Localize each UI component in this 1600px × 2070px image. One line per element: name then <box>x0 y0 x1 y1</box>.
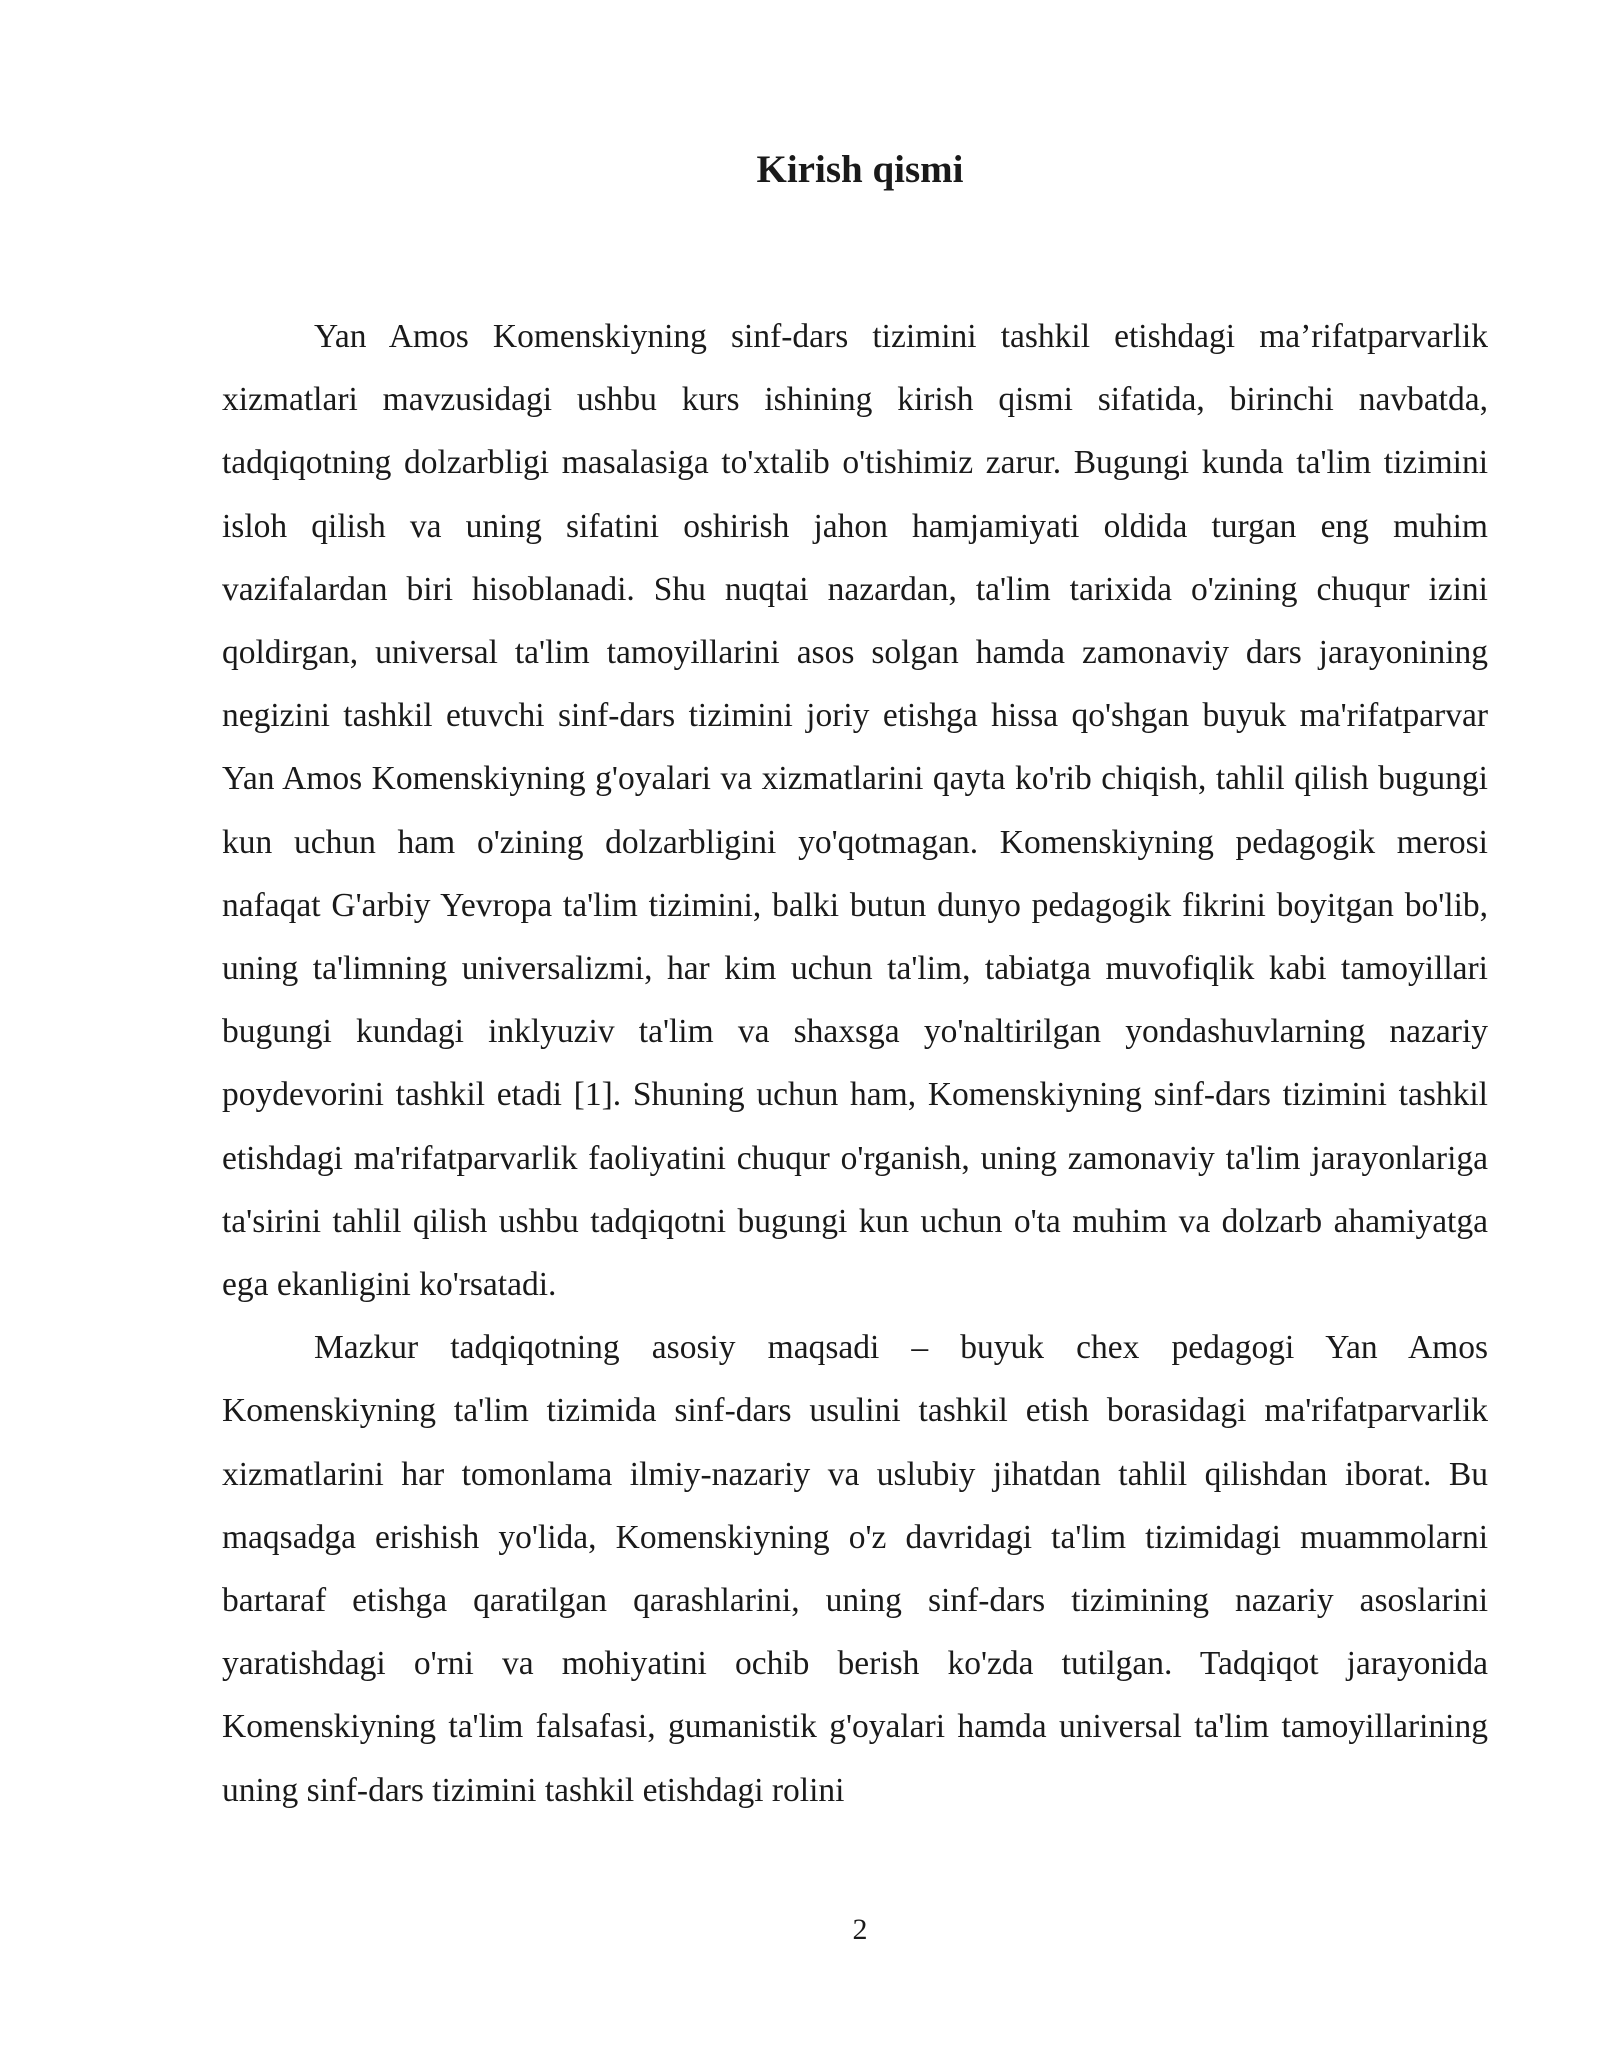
page-title: Kirish qismi <box>756 148 964 191</box>
paragraph-relevance: Yan Amos Komenskiyning sinf-dars tizimini tashkil etishdagi ma’rifatparvarlik xizmatlari mavzusidagi ushbu kurs ishining kirish qismi sifatida, birinchi navbatda, tadqiqotning dolzarbligi masalasiga to'xtalib o'tishimiz zarur. Bugungi kunda ta'lim tizimini isloh qilish va uning sifatini oshirish jahon hamjamiyati oldida turgan eng muhim vazifalardan biri hisoblanadi. Shu nuqtai nazardan, ta'lim tarixida o'zining chuqur izini qoldirgan, universal ta'lim tamoyillarini asos solgan hamda zamonaviy dars jarayonining negizini tashkil etuvchi sinf-dars tizimini joriy etishga hissa qo'shgan buyuk ma'rifatparvar Yan Amos Komenskiyning g'oyalari va xizmatlarini qayta ko'rib chiqish, tahlil qilish bugungi kun uchun ham o'zining dolzarbligini yo'qotmagan. Komenskiyning pedagogik merosi nafaqat G'arbiy Yevropa ta'lim tizimini, balki butun dunyo pedagogik fikrini boyitgan bo'lib, uning ta'limning universalizmi, har kim uchun ta'lim, tabiatga muvofiqlik kabi tamoyillari bugungi kundagi inklyuziv ta'lim va shaxsga yo'naltirilgan yondashuvlarning nazariy poydevorini tashkil etadi [1]. Shuning uchun ham, Komenskiyning sinf-dars tizimini tashkil etishdagi ma'rifatparvarlik faoliyatini chuqur o'rganish, uning zamonaviy ta'lim jarayonlariga ta'sirini tahlil qilish ushbu tadqiqotni bugungi kun uchun o'ta muhim va dolzarb ahamiyatga ega ekanligini ko'rsatadi. <box>222 318 1488 1304</box>
page-number: 2 <box>852 1913 868 1946</box>
document-body <box>222 305 1488 1822</box>
paragraph-purpose: Mazkur tadqiqotning asosiy maqsadi – buyuk chex pedagogi Yan Amos Komenskiyning ta'lim tizimida sinf-dars usulini tashkil etish borasidagi ma'rifatparvarlik xizmatlarini har tomonlama ilmiy-nazariy va uslubiy jihatdan tahlil qilishdan iborat. Bu maqsadga erishish yo'lida, Komenskiyning o'z davridagi ta'lim tizimidagi muammolarni bartaraf etishga qaratilgan qarashlarini, uning sinf-dars tizimining nazariy asoslarini yaratishdagi o'rni va mohiyatini ochib berish ko'zda tutilgan. Tadqiqot jarayonida Komenskiyning ta'lim falsafasi, gumanistik g'oyalari hamda universal ta'lim tamoyillarining uning sinf-dars tizimini tashkil etishdagi rolini <box>222 1329 1488 1809</box>
